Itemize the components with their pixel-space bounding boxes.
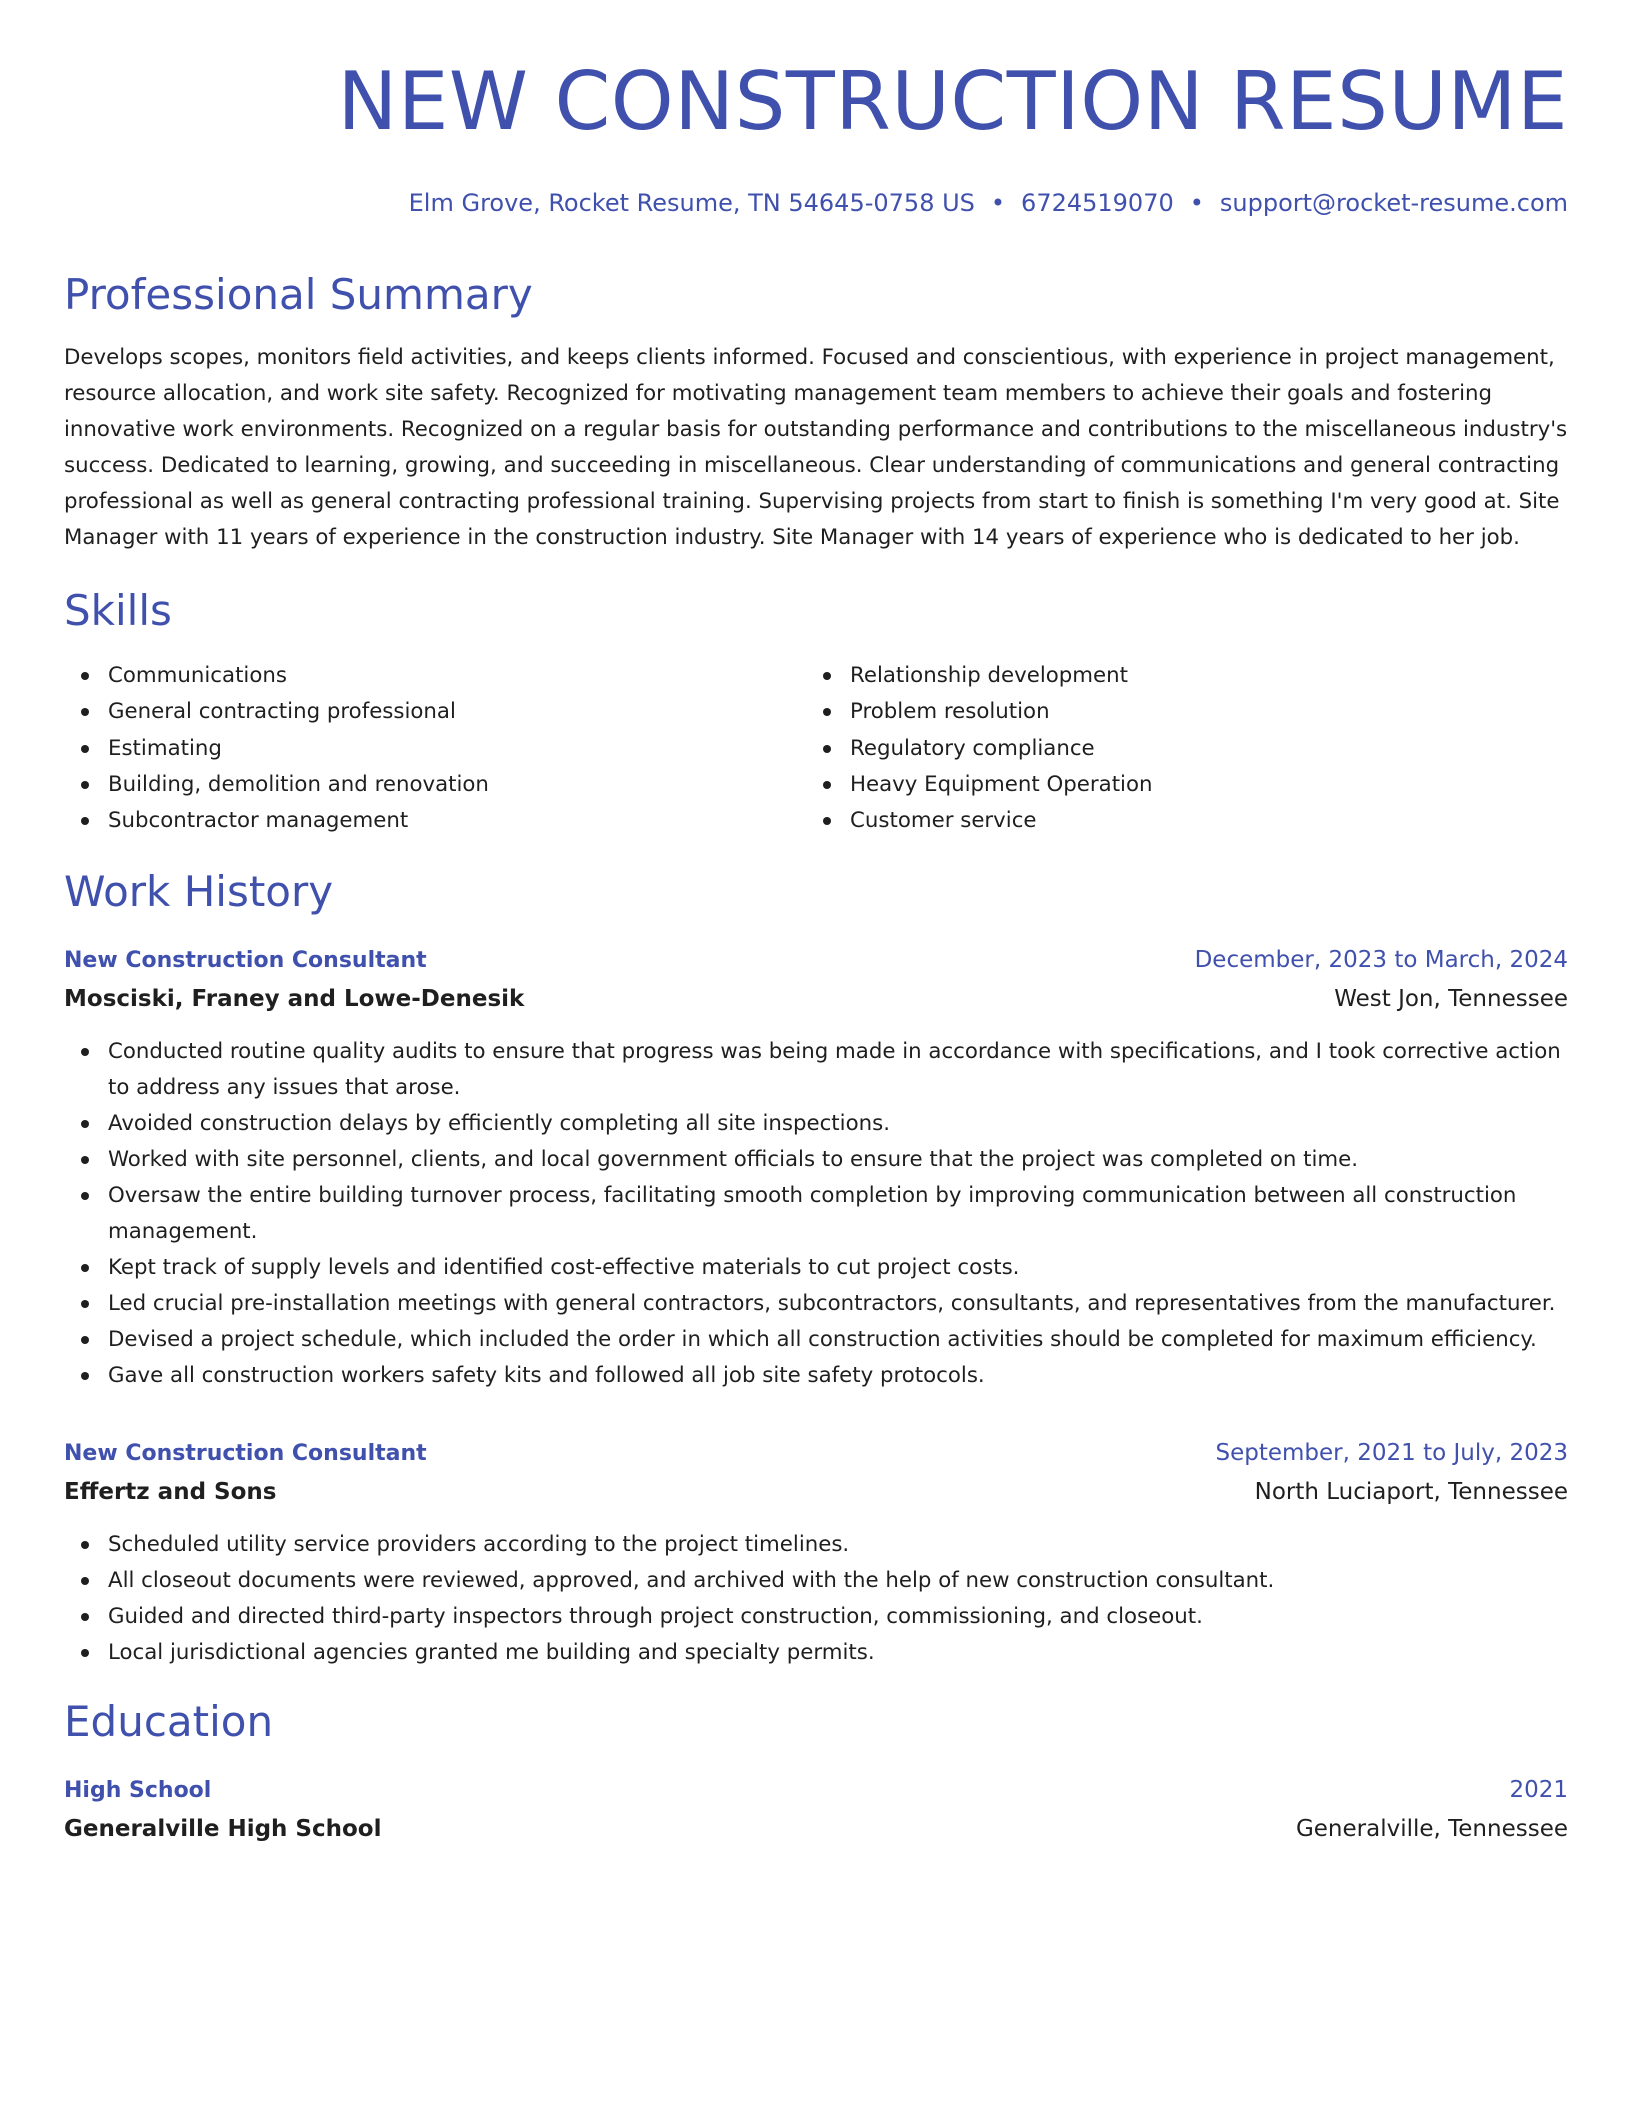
education-heading: Education bbox=[64, 1697, 274, 1747]
contact-email: support@rocket-resume.com bbox=[1219, 189, 1568, 217]
job-bullets bbox=[64, 1034, 1568, 1394]
job-employer-row bbox=[64, 1473, 1568, 1511]
job-employer-row bbox=[64, 980, 1568, 1018]
job-bullet: Worked with site personnel, clients, and local government officials to ensure that the project was completed on time. bbox=[64, 1142, 1568, 1178]
job-location: West Jon, Tennessee bbox=[1334, 986, 1568, 1013]
job-bullet: Gave all construction workers safety kits and followed all job site safety protocols. bbox=[64, 1358, 1568, 1394]
skill-item: Customer service bbox=[806, 803, 1548, 839]
job-bullet: Led crucial pre-installation meetings with general contractors, subcontractors, consultants, and representatives from the manufacturer. bbox=[64, 1286, 1568, 1322]
skill-item: General contracting professional bbox=[64, 694, 806, 730]
job-entry bbox=[64, 941, 1568, 1394]
education-school-row bbox=[64, 1810, 1568, 1848]
job-header bbox=[64, 941, 1568, 980]
education-entry bbox=[64, 1771, 1568, 1848]
job-bullet: Scheduled utility service providers according to the project timelines. bbox=[64, 1527, 1568, 1563]
contact-separator: • bbox=[990, 189, 1006, 217]
job-bullet: Avoided construction delays by efficiently completing all site inspections. bbox=[64, 1106, 1568, 1142]
job-employer: Effertz and Sons bbox=[64, 1479, 277, 1506]
job-bullet: Devised a project schedule, which included the order in which all construction activities should be completed for maximum efficiency. bbox=[64, 1322, 1568, 1358]
job-title: New Construction Consultant bbox=[64, 948, 427, 974]
skill-item: Building, demolition and renovation bbox=[64, 767, 806, 803]
job-dates: December, 2023 to March, 2024 bbox=[1194, 947, 1568, 974]
work-heading: Work History bbox=[64, 867, 334, 917]
skills-list bbox=[64, 658, 1568, 839]
job-location: North Luciaport, Tennessee bbox=[1254, 1479, 1568, 1506]
skill-item: Estimating bbox=[64, 731, 806, 767]
job-bullet: Guided and directed third-party inspectors through project construction, commissioning, and closeout. bbox=[64, 1599, 1568, 1635]
job-bullet: Kept track of supply levels and identified cost-effective materials to cut project costs. bbox=[64, 1250, 1568, 1286]
contact-address: Elm Grove, Rocket Resume, TN 54645-0758 US bbox=[408, 189, 975, 217]
education-degree: High School bbox=[64, 1778, 212, 1804]
job-bullet: Oversaw the entire building turnover process, facilitating smooth completion by improving communication between all construction management. bbox=[64, 1178, 1568, 1250]
job-header bbox=[64, 1434, 1568, 1473]
job-bullet: Conducted routine quality audits to ensure that progress was being made in accordance with specifications, and I took corrective action to address any issues that arose. bbox=[64, 1034, 1568, 1106]
job-bullet: All closeout documents were reviewed, approved, and archived with the help of new construction consultant. bbox=[64, 1563, 1568, 1599]
skills-column-right bbox=[806, 658, 1548, 839]
job-employer: Mosciski, Franey and Lowe-Denesik bbox=[64, 986, 525, 1013]
job-dates: September, 2021 to July, 2023 bbox=[1215, 1440, 1568, 1467]
job-bullets bbox=[64, 1527, 1568, 1671]
skill-item: Subcontractor management bbox=[64, 803, 806, 839]
education-location: Generalville, Tennessee bbox=[1295, 1816, 1568, 1843]
education-year: 2021 bbox=[1509, 1777, 1568, 1804]
summary-text: Develops scopes, monitors field activities, and keeps clients informed. Focused and conscientious, with experience in project management, resource allocation, and work site safety. Recognized for motivating management team members to achieve their goals and fostering innovative work environments. Recognized on a regular basis for outstanding performance and contributions to the miscellaneous industry's success. Dedicated to learning, growing, and succeeding in miscellaneous. Clear understanding of communications and general contracting professional as well as general contracting professional training. Supervising projects from start to finish is something I'm very good at. Site Manager with 11 years of experience in the construction industry. Site Manager with 14 years of experience who is dedicated to her job. bbox=[64, 345, 1568, 550]
skill-item: Communications bbox=[64, 658, 806, 694]
skills-heading: Skills bbox=[64, 586, 172, 635]
contact-separator: • bbox=[1189, 189, 1204, 217]
resume-title: NEW CONSTRUCTION RESUME bbox=[337, 55, 1568, 148]
skill-item: Problem resolution bbox=[806, 694, 1548, 730]
contact-phone: 6724519070 bbox=[1021, 189, 1174, 217]
skill-item: Relationship development bbox=[806, 658, 1548, 694]
skill-item: Regulatory compliance bbox=[806, 731, 1548, 767]
summary-heading: Professional Summary bbox=[64, 270, 533, 319]
education-school: Generalville High School bbox=[64, 1816, 382, 1843]
skill-item: Heavy Equipment Operation bbox=[806, 767, 1548, 803]
job-title: New Construction Consultant bbox=[64, 1441, 427, 1467]
job-entry bbox=[64, 1434, 1568, 1671]
job-bullet: Local jurisdictional agencies granted me building and specialty permits. bbox=[64, 1635, 1568, 1671]
education-header bbox=[64, 1771, 1568, 1810]
resume-page bbox=[64, 0, 1568, 1848]
skills-column-left bbox=[64, 658, 806, 839]
contact-line bbox=[64, 188, 1568, 218]
